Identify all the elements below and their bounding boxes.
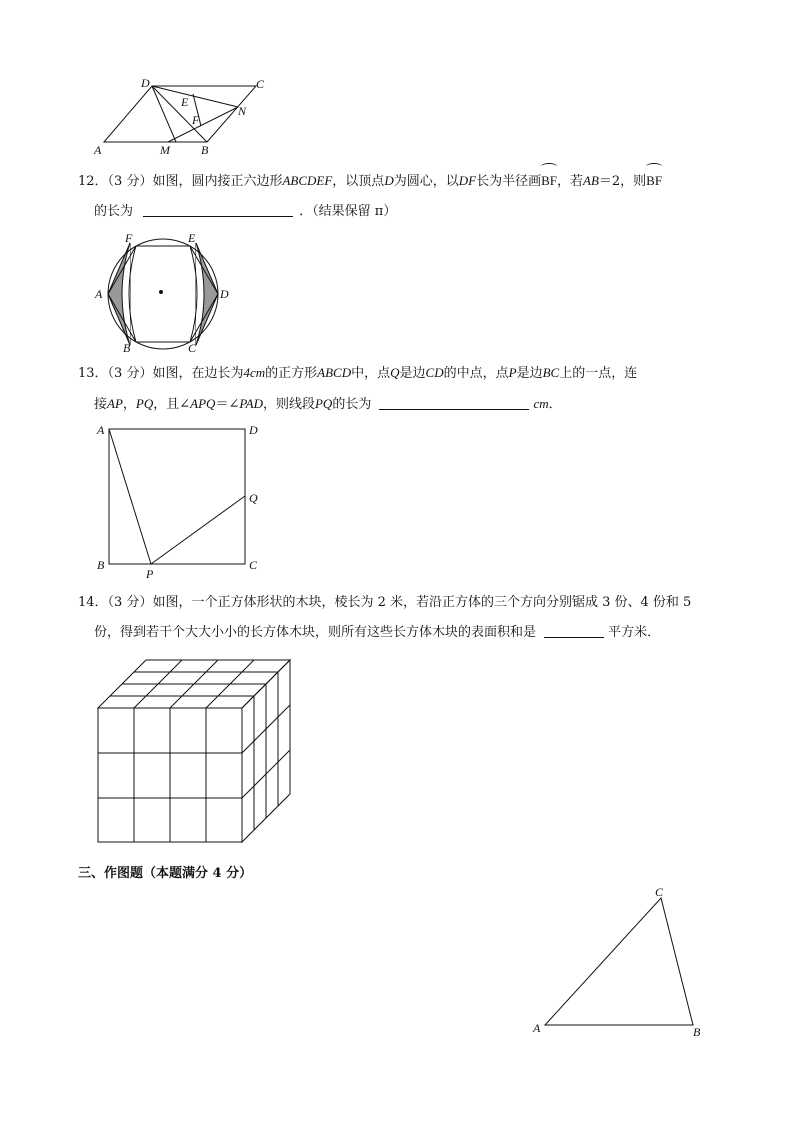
label-C: C bbox=[249, 558, 258, 572]
label-B: B bbox=[201, 143, 209, 157]
arc-bf: BF bbox=[541, 166, 557, 196]
figure-hexagon-circle bbox=[92, 230, 242, 356]
label-A: A bbox=[533, 1021, 541, 1035]
q14-score: （3 分） bbox=[107, 595, 153, 610]
label-E: E bbox=[188, 231, 196, 245]
figure-triangle bbox=[528, 880, 718, 1042]
label-C: C bbox=[256, 77, 265, 91]
answer-blank-14[interactable] bbox=[544, 623, 604, 638]
label-A: A bbox=[94, 143, 102, 157]
label-B: B bbox=[123, 341, 131, 355]
figure-square bbox=[92, 420, 272, 580]
q13-number: 13． bbox=[78, 366, 108, 381]
label-E: E bbox=[181, 95, 189, 109]
q12-score: （3 分） bbox=[107, 174, 153, 189]
label-Q: Q bbox=[249, 491, 258, 505]
label-D: D bbox=[249, 423, 258, 437]
label-N: N bbox=[238, 104, 247, 118]
label-D: D bbox=[220, 287, 229, 301]
q13-score: （3 分） bbox=[107, 366, 153, 381]
label-M: M bbox=[160, 143, 170, 157]
question-13: 13．（3 分）如图，在边长为4cm的正方形ABCD中，点Q是边CD的中点，点P是边BC上的一点，连 接AP，PQ，且∠APQ＝∠PAD，则线段PQ的长为 cm． bbox=[78, 365, 638, 412]
section-3-title: 三、作图题（本题满分 4 分） bbox=[78, 866, 253, 881]
question-14: 14．（3 分）如图，一个正方体形状的木块，棱长为 2 米，若沿正方体的三个方向分别锯成 3 份、4 份和 5 份，得到若干个大大小小的长方体木块，则所有这些长方体木块的表面积和是 平方米． bbox=[78, 595, 692, 640]
figure-parallelogram bbox=[88, 74, 278, 156]
answer-blank-13[interactable] bbox=[379, 395, 529, 410]
label-F: F bbox=[192, 113, 200, 127]
label-B: B bbox=[693, 1025, 701, 1039]
figure-cube bbox=[92, 654, 298, 846]
label-C: C bbox=[655, 885, 664, 899]
q12-number: 12． bbox=[78, 174, 108, 189]
label-D: D bbox=[141, 76, 150, 90]
label-A: A bbox=[97, 423, 105, 437]
arc-bf-2: BF bbox=[646, 166, 662, 196]
question-12: 12．（3 分）如图，圆内接正六边形ABCDEF，以顶点D为圆心，以DF长为半径画BF，若AB＝2，则BF 的长为 ．（结果保留 π） bbox=[78, 166, 734, 227]
q14-number: 14． bbox=[78, 595, 108, 610]
label-P: P bbox=[146, 567, 154, 581]
label-B: B bbox=[97, 558, 105, 572]
label-C: C bbox=[188, 341, 197, 355]
answer-blank-12[interactable] bbox=[143, 202, 293, 217]
label-A: A bbox=[95, 287, 103, 301]
label-F: F bbox=[125, 231, 133, 245]
